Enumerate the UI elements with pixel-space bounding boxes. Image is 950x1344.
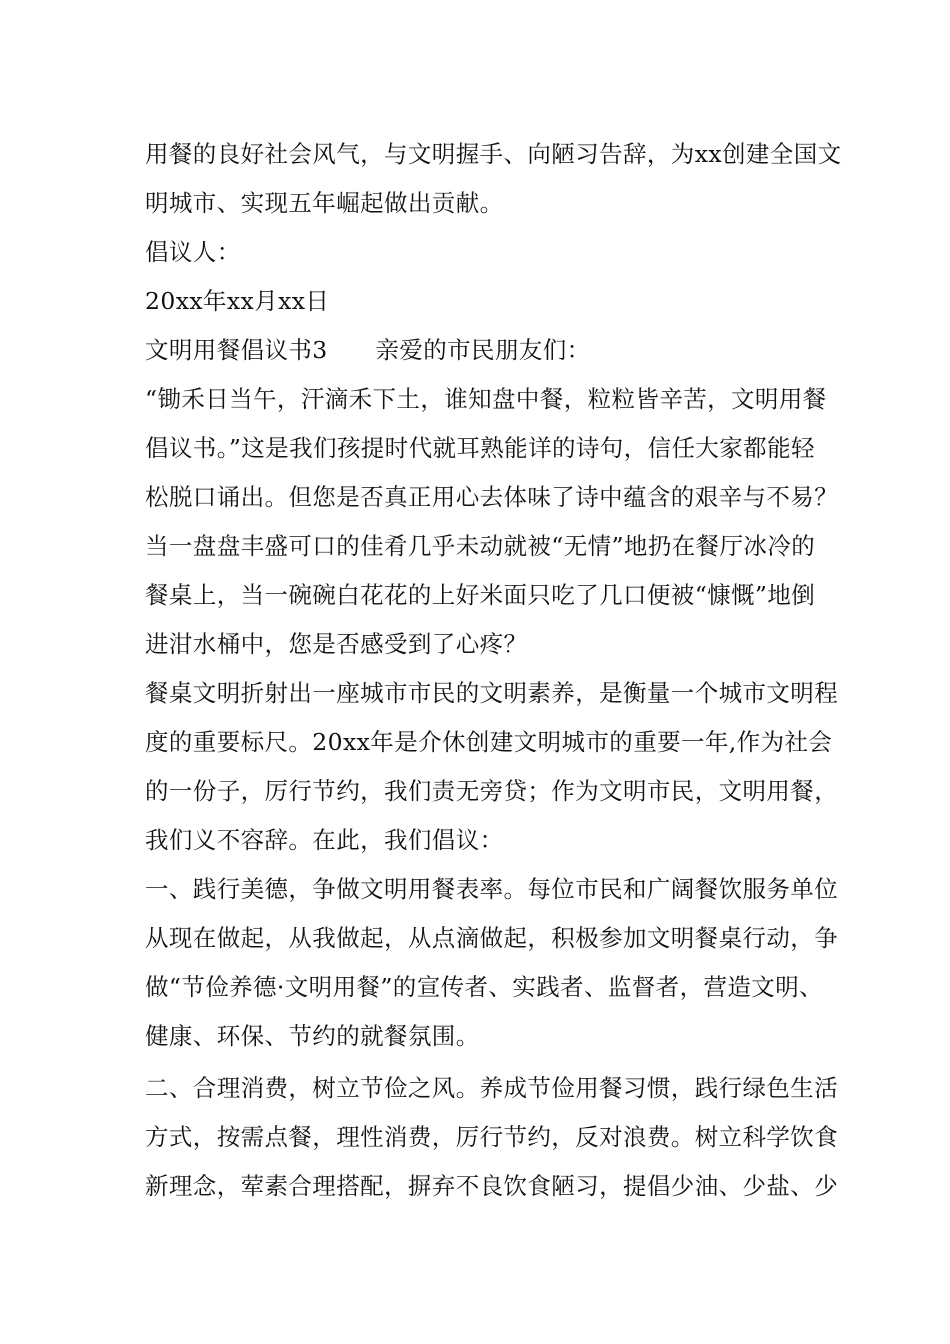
text-line: 倡议书。”这是我们孩提时代就耳熟能详的诗句，信任大家都能轻	[145, 434, 815, 462]
text-line: 的一份子，厉行节约，我们责无旁贷；作为文明市民，文明用餐，	[145, 777, 839, 805]
date-line: 20xx年xx月xx日	[145, 287, 330, 315]
text-line: 从现在做起，从我做起，从点滴做起，积极参加文明餐桌行动，争	[145, 924, 839, 952]
text-line: 餐桌上，当一碗碗白花花的上好米面只吃了几口便被“慷慨”地倒	[145, 581, 816, 609]
text-line: 做“节俭养德·文明用餐”的宣传者、实践者、监督者，营造文明、	[145, 973, 823, 1001]
text-line: 松脱口诵出。但您是否真正用心去体味了诗中蕴含的艰辛与不易？	[145, 483, 839, 511]
text-line: 方式，按需点餐，理性消费，厉行节约，反对浪费。树立科学饮食	[145, 1123, 839, 1151]
text-line: 度的重要标尺。20xx年是介休创建文明城市的重要一年,作为社会	[145, 728, 833, 756]
text-line: 餐桌文明折射出一座城市市民的文明素养，是衡量一个城市文明程	[145, 679, 839, 707]
text-line: 倡议人：	[145, 238, 241, 266]
text-line: 用餐的良好社会风气，与文明握手、向陋习告辞，为xx创建全国文	[145, 140, 842, 168]
document-body	[145, 130, 842, 1211]
text-line: 明城市、实现五年崛起做出贡献。	[145, 189, 504, 217]
text-line: 一、践行美德，争做文明用餐表率。每位市民和广阔餐饮服务单位	[145, 875, 839, 903]
text-line: 当一盘盘丰盛可口的佳肴几乎未动就被“无情”地扔在餐厅冰冷的	[145, 532, 816, 560]
text-line: “锄禾日当午，汗滴禾下土，谁知盘中餐，粒粒皆辛苦，文明用餐	[145, 385, 827, 413]
text-line: 进泔水桶中，您是否感受到了心疼？	[145, 630, 528, 658]
text-line: 新理念，荤素合理搭配，摒弃不良饮食陋习，提倡少油、少盐、少	[145, 1172, 839, 1200]
text-line: 二、合理消费，树立节俭之风。养成节俭用餐习惯，践行绿色生活	[145, 1074, 839, 1102]
text-line: 健康、环保、节约的就餐氛围。	[145, 1022, 480, 1050]
text-line: 我们义不容辞。在此，我们倡议：	[145, 826, 504, 854]
section-heading: 文明用餐倡议书3 亲爱的市民朋友们：	[145, 336, 591, 364]
